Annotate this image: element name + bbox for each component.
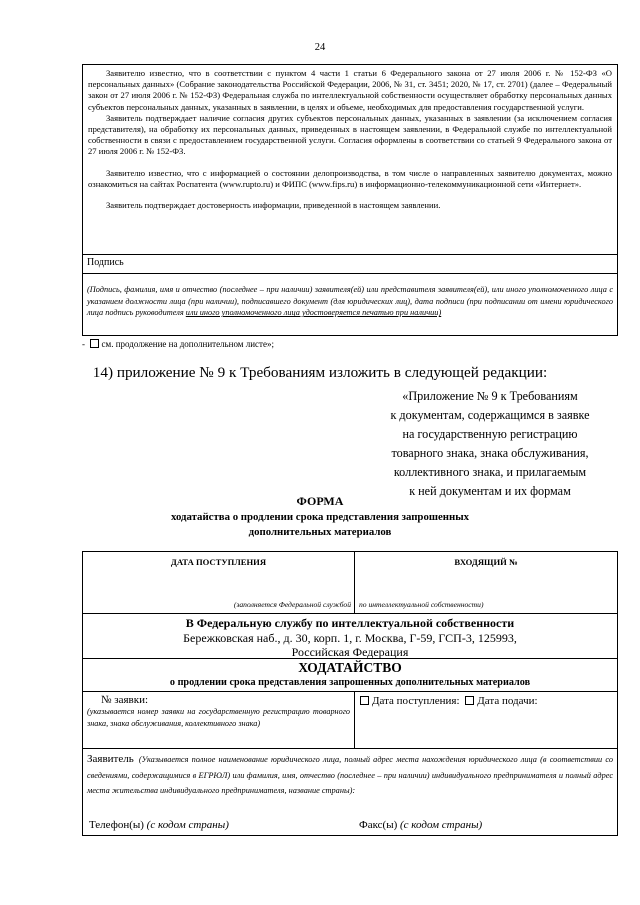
fax-hint: (с кодом страны)	[400, 819, 483, 831]
fax-field[interactable]	[359, 819, 482, 833]
signature-label: Подпись	[82, 255, 618, 274]
filled-by-note: (заполняется Федеральной службой	[233, 600, 351, 609]
date-received-cell	[82, 551, 355, 614]
addressee-block	[82, 613, 618, 659]
consent-paragraph-2: Заявитель подтверждает наличие согласия других субъектов персональных данных, указанных в заявлении (за исключением согласия представителя), на обработку их персональных данных, приведенных в настоящем заявлении, в Федеральной службе по интеллектуальной собственности в связи с предоставлением государственной услуги. Согласия оформлены в соответствии со статьей 9 Федерального закона от 27 июля 2006 г. № 152-ФЗ.	[88, 112, 612, 157]
phone-label: Телефон(ы)	[89, 819, 144, 831]
date-received-label: ДАТА ПОСТУПЛЕНИЯ	[170, 557, 267, 567]
annex-line: «Приложение № 9 к Требованиям	[402, 389, 578, 403]
continuation-checkbox[interactable]	[90, 339, 99, 348]
fax-label: Факс(ы)	[359, 819, 398, 831]
signature-note	[82, 274, 618, 336]
consent-paragraph-1: Заявителю известно, что в соответствии с пунктом 4 части 1 статьи 6 Федерального закона от 27 июля 2006 г. № 152-ФЗ «О персональных данных» (Собрание законодательства Российской Федерации, 2006, № 31, ст. 3451; 2020, № 17, ст. 2701) (далее – Федеральный закон от 27 июля 2006 г. № 152-ФЗ) Федеральная служба по интеллектуальной собственности осуществляет обработку персональных данных субъектов персональных данных, указанных в заявлении, в целях и объеме, необходимых для предоставления государственной услуги.	[88, 68, 612, 112]
annex-line: коллективного знака, и прилагаемым	[393, 465, 587, 479]
date-arrival-label: Дата поступления:	[372, 695, 460, 707]
consent-paragraph-3: Заявителю известно, что с информацией о состоянии делопроизводства, в том числе о направленных заявителю документах, можно ознакомиться на сайтах Роспатента (www.rupto.ru) и ФИПС (www.fips.ru) в информационно-телекоммуникационной сети «Интернет».	[88, 167, 612, 189]
phone-hint: (с кодом страны)	[146, 819, 229, 831]
application-number-cell[interactable]	[82, 691, 355, 749]
form-heading: ФОРМА	[296, 494, 344, 508]
petition-subtitle: о продлении срока представления запрошенных дополнительных материалов	[169, 677, 531, 688]
annex-line: товарного знака, знака обслуживания,	[391, 446, 589, 460]
addressee-line-2: Бережковская наб., д. 30, корп. 1, г. Москва, Г-59, ГСП-3, 125993,	[183, 630, 517, 645]
consent-paragraph-4: Заявитель подтверждает достоверность информации, приведенной в настоящем заявлении.	[106, 200, 441, 211]
dates-cell	[354, 691, 618, 749]
date-filing-label: Дата подачи:	[477, 695, 538, 707]
petition-block	[82, 658, 618, 692]
page-number: 24	[314, 42, 326, 53]
date-filing-checkbox[interactable]	[465, 696, 474, 705]
annex-header	[370, 387, 610, 501]
addressee-line-1: В Федеральную службу по интеллектуальной собственности	[185, 616, 515, 630]
applicant-block[interactable]	[82, 748, 618, 836]
annex-line: к ней документам и их формам	[409, 484, 571, 498]
annex-line: на государственную регистрацию	[402, 427, 578, 441]
incoming-cell	[354, 551, 618, 614]
form-title-line: ходатайства о продлении срока представления запрошенных	[170, 511, 470, 523]
application-number-label: № заявки:	[101, 694, 149, 706]
signature-note-underlined: или иного уполномоченного лица удостоверяется печатью при наличии)	[185, 308, 442, 318]
addressee-line-3: Российская Федерация	[291, 645, 409, 659]
application-number-hint: (указывается номер заявки на государственную регистрацию товарного знака, знака обслуживания, коллективного знака)	[87, 707, 350, 728]
continuation-line	[82, 339, 274, 349]
dash: -	[82, 339, 90, 349]
applicant-hint: (Указывается полное наименование юридического лица, полный адрес места нахождения юридического лица (в соответствии со сведениями, содержащимися в ЕГРЮЛ) или фамилия, имя, отчество (последнее – при наличии) индивидуального предпринимателя и полный адрес места жительства индивидуального предпринимателя, название страны):	[87, 755, 614, 795]
signature-note-text: (Подпись, фамилия, имя и отчество (последнее – при наличии) заявителя(ей) или представителя заявителя(ей), или иного уполномоченного лица с указанием должности лица (при наличии), подписавшего документ (для юридических лиц), дата подписи (при подписании от имени юридического лица подпись руководителя	[87, 285, 613, 318]
annex-line: к документам, содержащимся в заявке	[390, 408, 590, 422]
consent-box	[82, 64, 618, 255]
petition-title: ХОДАТАЙСТВО	[298, 660, 402, 675]
applicant-label: Заявитель	[87, 753, 134, 765]
form-title	[0, 510, 640, 539]
item-14-heading: 14) приложение № 9 к Требованиям изложить в следующей редакции:	[92, 364, 548, 381]
incoming-label: ВХОДЯЩИЙ №	[454, 557, 518, 567]
continuation-text: см. продолжение на дополнительном листе»;	[101, 339, 274, 349]
form-title-line: дополнительных материалов	[248, 525, 392, 538]
filled-by-note-2: по интеллектуальной собственности)	[359, 600, 484, 609]
date-arrival-checkbox[interactable]	[360, 696, 369, 705]
phone-field[interactable]	[89, 819, 229, 833]
